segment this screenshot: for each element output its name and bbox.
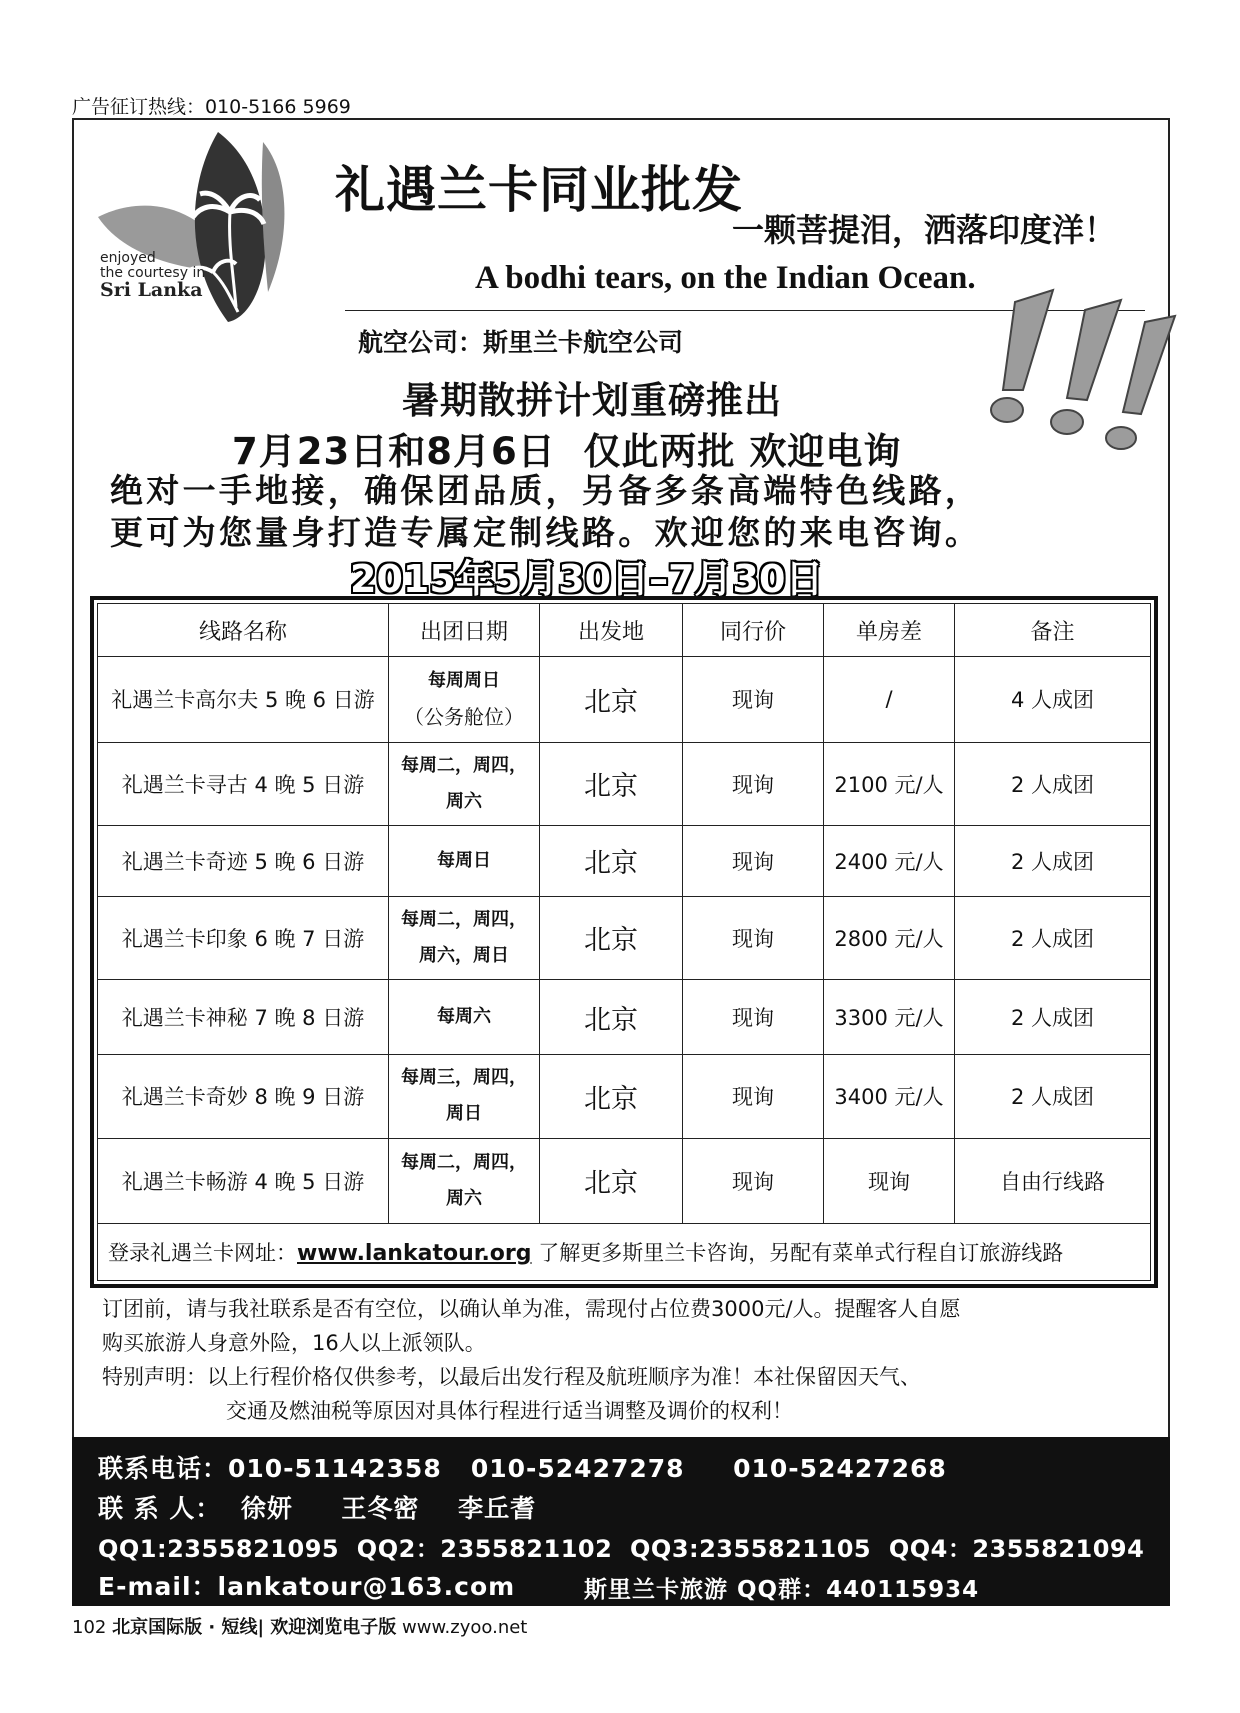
contact-email[interactable]: E-mail：lankatour@163.com — [98, 1572, 516, 1601]
exclamation-marks-icon — [975, 282, 1180, 467]
header-single-supplement: 单房差 — [824, 604, 955, 657]
price: 现询 — [683, 1055, 824, 1138]
header-note: 备注 — [955, 604, 1151, 657]
website-desc: 了解更多斯里兰卡咨询，另配有菜单式行程自订旅游线路 — [538, 1241, 1064, 1266]
contact-people: 联 系 人： 徐妍 王冬密 李丘耆 — [98, 1494, 537, 1523]
route-name: 礼遇兰卡奇迹 5 晚 6 日游 — [98, 826, 389, 897]
header-departure: 出发地 — [540, 604, 683, 657]
route-name: 礼遇兰卡寻古 4 晚 5 日游 — [98, 742, 389, 825]
slogan-chinese: 一颗菩提泪，洒落印度洋！ — [732, 211, 1117, 249]
date-line: 每周二，周四， — [401, 1151, 527, 1173]
price: 现询 — [683, 980, 824, 1055]
note: 自由行线路 — [955, 1138, 1151, 1224]
website-label: 登录礼遇兰卡网址： — [108, 1241, 297, 1266]
website-note — [98, 1224, 1151, 1281]
table-header-row — [98, 604, 1151, 657]
departure-city: 北京 — [540, 742, 683, 825]
single-supplement: 3400 元/人 — [824, 1055, 955, 1138]
departure-city: 北京 — [540, 657, 683, 743]
route-name: 礼遇兰卡奇妙 8 晚 9 日游 — [98, 1055, 389, 1138]
date-line: 每周三，周四， — [401, 1067, 527, 1089]
note-line: 订团前，请与我社联系是否有空位，以确认单为准，需现付占位费3000元/人。提醒客人自愿 — [102, 1297, 961, 1321]
header-route: 线路名称 — [98, 604, 389, 657]
date-line: 周六 — [446, 790, 482, 812]
date-line: 周六 — [446, 1187, 482, 1209]
departure-city: 北京 — [540, 896, 683, 979]
departure-city: 北京 — [540, 1138, 683, 1224]
price: 现询 — [683, 742, 824, 825]
contact-phones: 联系电话：010-51142358 010-52427278 010-52427268 — [98, 1454, 947, 1483]
single-supplement: 2400 元/人 — [824, 826, 955, 897]
note-line: 特别声明：以上行程价格仅供参考，以最后出发行程及航班顺序为准！本社保留因天气、 — [102, 1365, 921, 1389]
table-row — [98, 657, 1151, 743]
route-name: 礼遇兰卡高尔夫 5 晚 6 日游 — [98, 657, 389, 743]
contact-qq-group: 斯里兰卡旅游 QQ群：440115934 — [584, 1577, 980, 1603]
route-name: 礼遇兰卡畅游 4 晚 5 日游 — [98, 1138, 389, 1224]
departure-dates-headline: 7月23日和8月6日 仅此两批 欢迎电询 — [232, 430, 902, 473]
price: 现询 — [683, 896, 824, 979]
table-row — [98, 826, 1151, 897]
website-link[interactable]: www.lankatour.org — [297, 1241, 532, 1267]
table-row — [98, 742, 1151, 825]
date-line: 每周二，周四， — [401, 754, 527, 776]
publication-site[interactable]: www.zyoo.net — [402, 1617, 528, 1638]
single-supplement: 2100 元/人 — [824, 742, 955, 825]
header-date: 出团日期 — [389, 604, 540, 657]
promo-line-2: 更可为您量身打造专属定制线路。欢迎您的来电咨询。 — [110, 513, 982, 552]
note: 2 人成团 — [955, 896, 1151, 979]
departure-city: 北京 — [540, 826, 683, 897]
route-name: 礼遇兰卡神秘 7 晚 8 日游 — [98, 980, 389, 1055]
note-line: 购买旅游人身意外险，16人以上派领队。 — [102, 1331, 486, 1355]
logo-line3: Sri Lanka — [100, 279, 203, 301]
departure-city: 北京 — [540, 980, 683, 1055]
publication-section: 北京国际版 · 短线| 欢迎浏览电子版 — [112, 1617, 397, 1638]
price: 现询 — [683, 1138, 824, 1224]
table-row — [98, 1138, 1151, 1224]
price: 现询 — [683, 657, 824, 743]
validity-period: 2015年5月30日–7月30日 — [350, 557, 824, 601]
table-row — [98, 980, 1151, 1055]
date-line: 每周二，周四， — [401, 908, 527, 930]
header-price: 同行价 — [683, 604, 824, 657]
ad-hotline: 广告征订热线：010-5166 5969 — [72, 96, 351, 118]
note-line: 交通及燃油税等原因对具体行程进行适当调整及调价的权利！ — [226, 1399, 793, 1423]
note: 2 人成团 — [955, 980, 1151, 1055]
price: 现询 — [683, 826, 824, 897]
date-line: 周六，周日 — [419, 944, 509, 966]
note: 2 人成团 — [955, 742, 1151, 825]
promo-line-1: 绝对一手地接，确保团品质，另备多条高端特色线路， — [110, 471, 982, 510]
note: 4 人成团 — [955, 657, 1151, 743]
page-footer — [72, 1613, 527, 1639]
slogan-english: A bodhi tears, on the Indian Ocean. — [475, 260, 976, 296]
route-name: 礼遇兰卡印象 6 晚 7 日游 — [98, 896, 389, 979]
single-supplement: 3300 元/人 — [824, 980, 955, 1055]
summer-headline: 暑期散拼计划重磅推出 — [402, 379, 782, 422]
contact-panel — [72, 1437, 1170, 1606]
table-row — [98, 896, 1151, 979]
table-footer-row — [98, 1224, 1151, 1281]
date-line: 周日 — [446, 1103, 482, 1125]
ad-title: 礼遇兰卡同业批发 — [335, 160, 743, 219]
date-line: 每周日 — [437, 849, 491, 871]
date-line: 每周六 — [437, 1006, 491, 1028]
table-row — [98, 1055, 1151, 1138]
route-table — [90, 596, 1158, 1288]
note: 2 人成团 — [955, 826, 1151, 897]
single-supplement: 2800 元/人 — [824, 896, 955, 979]
booking-notes — [102, 1292, 961, 1428]
logo-line2: the courtesy in — [100, 265, 206, 281]
single-supplement: 现询 — [824, 1138, 955, 1224]
single-supplement: / — [824, 657, 955, 743]
departure-city: 北京 — [540, 1055, 683, 1138]
note: 2 人成团 — [955, 1055, 1151, 1138]
airline-info: 航空公司：斯里兰卡航空公司 — [358, 328, 684, 357]
logo-line1: enjoyed — [100, 250, 156, 266]
page-number: 102 — [72, 1617, 107, 1638]
date-line: 每周周日 — [428, 670, 500, 692]
date-line: （公务舱位） — [404, 705, 524, 730]
contact-qq: QQ1:2355821095 QQ2：2355821102 QQ3:2355821105 QQ4：2355821094 — [98, 1535, 1145, 1563]
sri-lanka-logo — [88, 122, 318, 334]
